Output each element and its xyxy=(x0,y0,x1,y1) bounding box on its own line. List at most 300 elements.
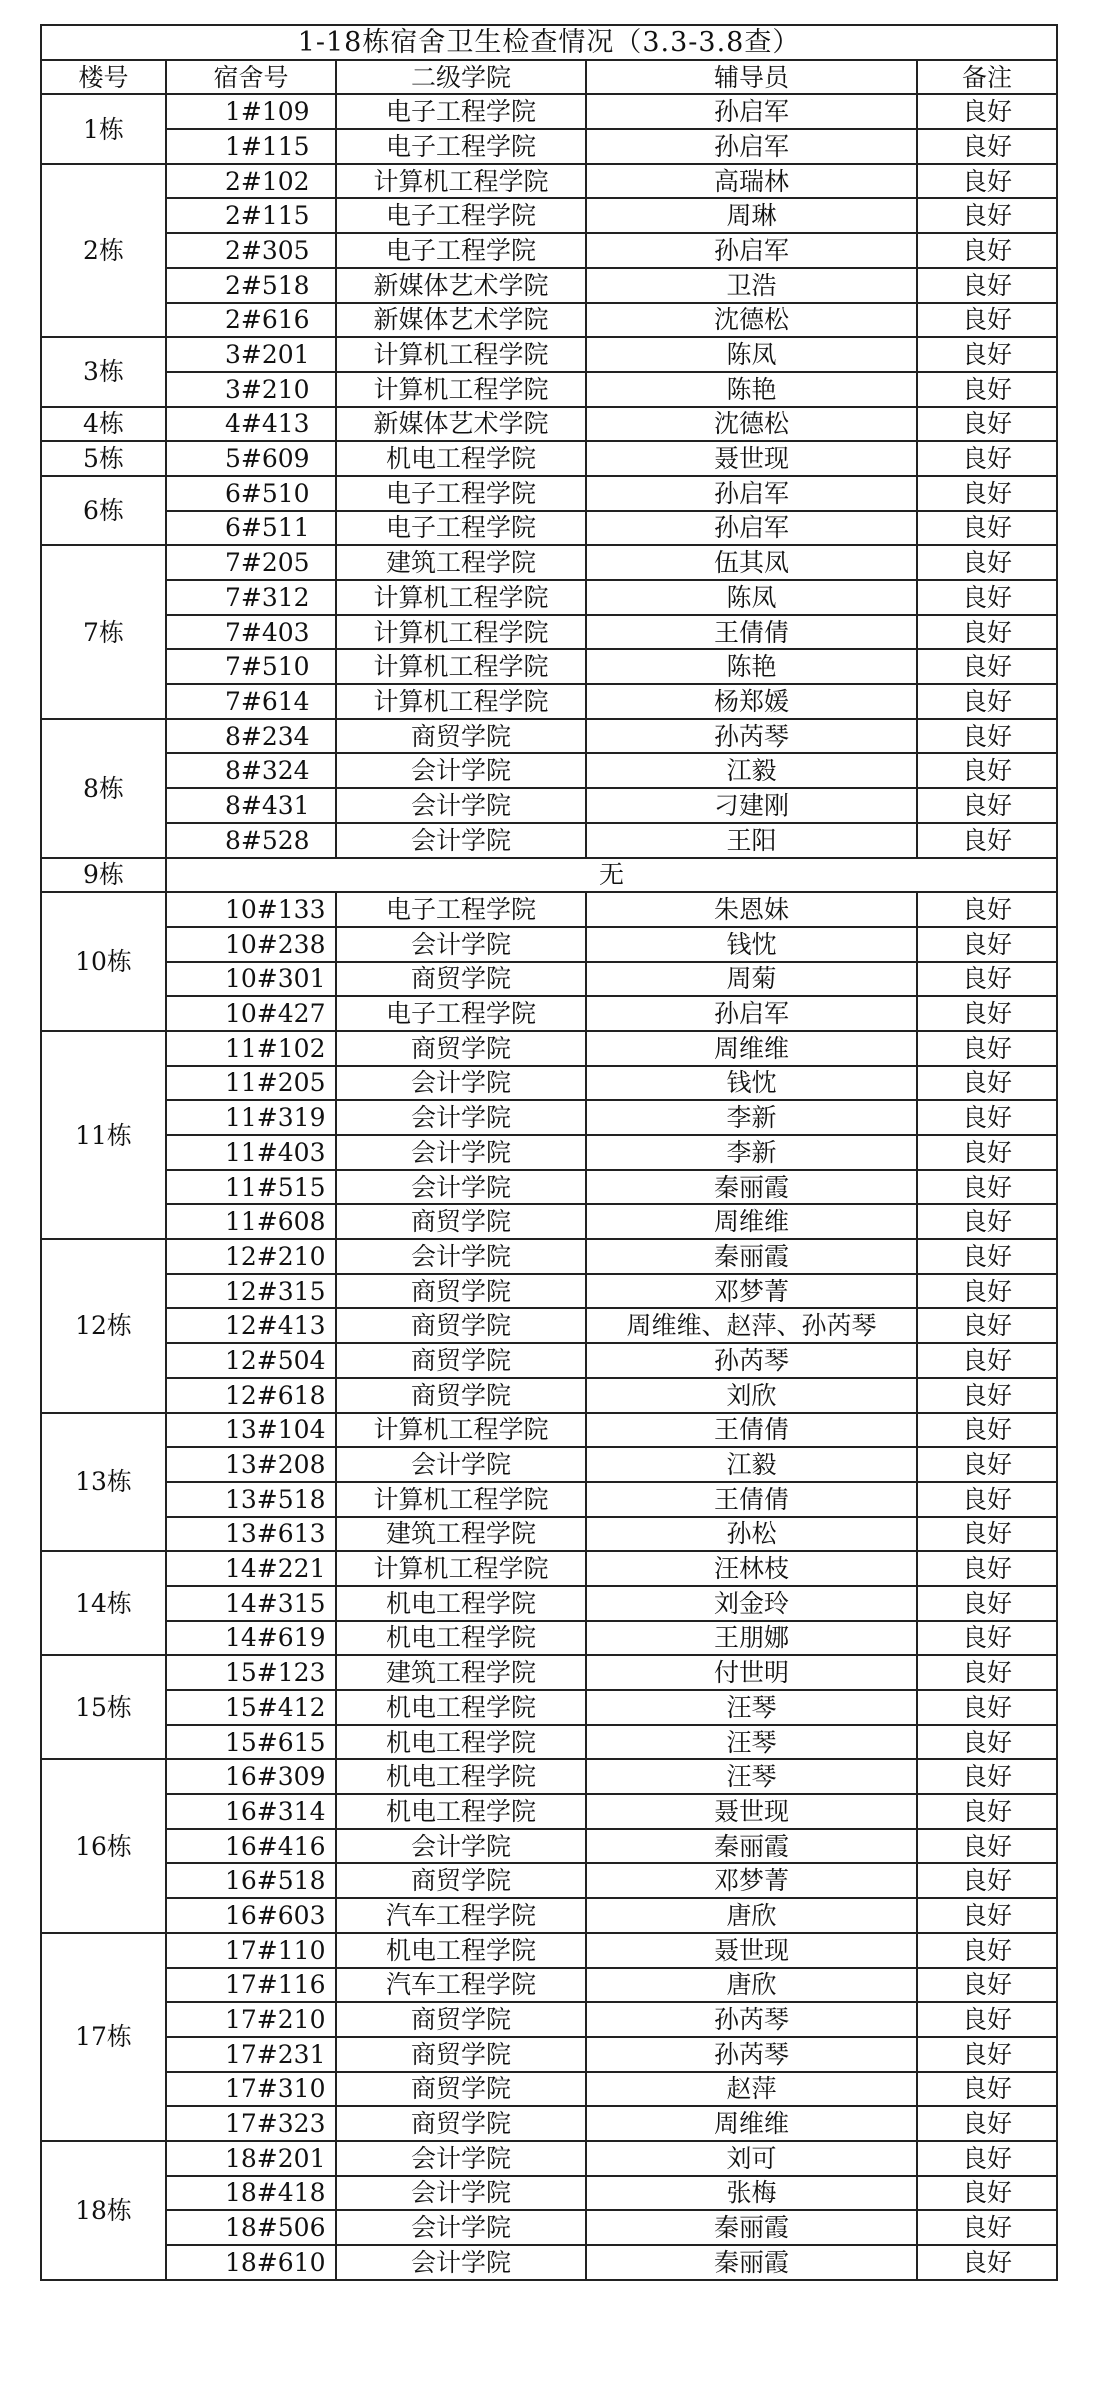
dorm-cell: 10#238 xyxy=(166,927,336,962)
table-row xyxy=(41,1794,1057,1829)
note-cell: 良好 xyxy=(917,996,1057,1031)
building-cell: 14栋 xyxy=(41,1551,166,1655)
note-cell: 良好 xyxy=(917,1170,1057,1205)
table-body xyxy=(41,94,1057,2279)
table-row xyxy=(41,892,1057,927)
table-row xyxy=(41,823,1057,858)
dorm-cell: 15#615 xyxy=(166,1725,336,1760)
note-cell: 良好 xyxy=(917,407,1057,442)
note-cell: 良好 xyxy=(917,476,1057,511)
college-cell: 机电工程学院 xyxy=(336,1621,586,1656)
dorm-cell: 1#115 xyxy=(166,129,336,164)
counselor-cell: 聂世现 xyxy=(586,1933,917,1968)
table-row xyxy=(41,2037,1057,2072)
counselor-cell: 周琳 xyxy=(586,198,917,233)
table-row xyxy=(41,441,1057,476)
counselor-cell: 杨郑媛 xyxy=(586,684,917,719)
counselor-cell: 陈艳 xyxy=(586,649,917,684)
counselor-cell: 周维维 xyxy=(586,1031,917,1066)
counselor-cell: 李新 xyxy=(586,1135,917,1170)
dorm-cell: 6#510 xyxy=(166,476,336,511)
dorm-cell: 14#221 xyxy=(166,1551,336,1586)
table-row xyxy=(41,198,1057,233)
dorm-cell: 18#418 xyxy=(166,2176,336,2211)
college-cell: 会计学院 xyxy=(336,1170,586,1205)
table-row xyxy=(41,2002,1057,2037)
table-row xyxy=(41,1725,1057,1760)
note-cell: 良好 xyxy=(917,1829,1057,1864)
dorm-cell: 3#210 xyxy=(166,372,336,407)
dorm-cell: 11#515 xyxy=(166,1170,336,1205)
table-row xyxy=(41,1343,1057,1378)
counselor-cell: 刘欣 xyxy=(586,1378,917,1413)
college-cell: 商贸学院 xyxy=(336,1378,586,1413)
note-cell: 良好 xyxy=(917,2037,1057,2072)
dorm-cell: 11#608 xyxy=(166,1204,336,1239)
note-cell: 良好 xyxy=(917,823,1057,858)
note-cell: 良好 xyxy=(917,1586,1057,1621)
dorm-cell: 11#319 xyxy=(166,1100,336,1135)
table-row xyxy=(41,1551,1057,1586)
building-cell: 1栋 xyxy=(41,94,166,163)
counselor-cell: 王倩倩 xyxy=(586,1482,917,1517)
counselor-cell: 孙芮琴 xyxy=(586,2037,917,2072)
dorm-cell: 13#208 xyxy=(166,1447,336,1482)
counselor-cell: 汪琴 xyxy=(586,1759,917,1794)
note-cell: 良好 xyxy=(917,1447,1057,1482)
counselor-cell: 付世明 xyxy=(586,1655,917,1690)
building-cell: 8栋 xyxy=(41,719,166,858)
dorm-cell: 16#416 xyxy=(166,1829,336,1864)
counselor-cell: 张梅 xyxy=(586,2176,917,2211)
college-cell: 会计学院 xyxy=(336,753,586,788)
table-row xyxy=(41,1378,1057,1413)
counselor-cell: 高瑞林 xyxy=(586,164,917,199)
college-cell: 会计学院 xyxy=(336,1100,586,1135)
table-row xyxy=(41,719,1057,754)
college-cell: 商贸学院 xyxy=(336,1204,586,1239)
dorm-cell: 10#301 xyxy=(166,962,336,997)
college-cell: 计算机工程学院 xyxy=(336,615,586,650)
dorm-cell: 18#506 xyxy=(166,2210,336,2245)
counselor-cell: 江毅 xyxy=(586,753,917,788)
table-row xyxy=(41,1135,1057,1170)
dorm-cell: 14#619 xyxy=(166,1621,336,1656)
college-cell: 电子工程学院 xyxy=(336,94,586,129)
counselor-cell: 沈德松 xyxy=(586,303,917,338)
dorm-cell: 8#431 xyxy=(166,788,336,823)
dorm-cell: 17#116 xyxy=(166,1968,336,2003)
note-cell: 良好 xyxy=(917,94,1057,129)
counselor-cell: 卫浩 xyxy=(586,268,917,303)
building-cell: 18栋 xyxy=(41,2141,166,2280)
table-row xyxy=(41,1447,1057,1482)
dorm-cell: 8#234 xyxy=(166,719,336,754)
college-cell: 商贸学院 xyxy=(336,1863,586,1898)
building-cell: 13栋 xyxy=(41,1413,166,1552)
note-cell: 良好 xyxy=(917,1621,1057,1656)
table-row xyxy=(41,407,1057,442)
table-row xyxy=(41,337,1057,372)
table-row xyxy=(41,858,1057,893)
counselor-cell: 秦丽霞 xyxy=(586,1239,917,1274)
college-cell: 电子工程学院 xyxy=(336,129,586,164)
college-cell: 商贸学院 xyxy=(336,1274,586,1309)
table-row xyxy=(41,2106,1057,2141)
counselor-cell: 刘金玲 xyxy=(586,1586,917,1621)
college-cell: 商贸学院 xyxy=(336,2002,586,2037)
dorm-cell: 17#310 xyxy=(166,2072,336,2107)
college-cell: 计算机工程学院 xyxy=(336,337,586,372)
college-cell: 汽车工程学院 xyxy=(336,1968,586,2003)
header-building: 楼号 xyxy=(41,60,166,95)
building-cell: 17栋 xyxy=(41,1933,166,2141)
table-row xyxy=(41,927,1057,962)
college-cell: 会计学院 xyxy=(336,1066,586,1101)
building-cell: 2栋 xyxy=(41,164,166,337)
college-cell: 建筑工程学院 xyxy=(336,1655,586,1690)
note-cell: 良好 xyxy=(917,1898,1057,1933)
note-cell: 良好 xyxy=(917,649,1057,684)
note-cell: 良好 xyxy=(917,1517,1057,1552)
inspection-table xyxy=(40,24,1058,2281)
header-note: 备注 xyxy=(917,60,1057,95)
table-row xyxy=(41,1482,1057,1517)
note-cell: 良好 xyxy=(917,2106,1057,2141)
table-row xyxy=(41,1204,1057,1239)
college-cell: 新媒体艺术学院 xyxy=(336,407,586,442)
note-cell: 良好 xyxy=(917,2141,1057,2176)
note-cell: 良好 xyxy=(917,1413,1057,1448)
note-cell: 良好 xyxy=(917,233,1057,268)
dorm-cell: 15#412 xyxy=(166,1690,336,1725)
table-row xyxy=(41,1274,1057,1309)
note-cell: 良好 xyxy=(917,1759,1057,1794)
counselor-cell: 周菊 xyxy=(586,962,917,997)
counselor-cell: 王阳 xyxy=(586,823,917,858)
dorm-cell: 7#510 xyxy=(166,649,336,684)
college-cell: 机电工程学院 xyxy=(336,1690,586,1725)
dorm-cell: 18#201 xyxy=(166,2141,336,2176)
table-row xyxy=(41,2210,1057,2245)
counselor-cell: 孙芮琴 xyxy=(586,2002,917,2037)
dorm-cell: 1#109 xyxy=(166,94,336,129)
table-row xyxy=(41,1413,1057,1448)
dorm-cell: 12#210 xyxy=(166,1239,336,1274)
building-cell: 7栋 xyxy=(41,545,166,718)
college-cell: 电子工程学院 xyxy=(336,476,586,511)
college-cell: 电子工程学院 xyxy=(336,892,586,927)
college-cell: 商贸学院 xyxy=(336,2072,586,2107)
note-cell: 良好 xyxy=(917,511,1057,546)
table-row xyxy=(41,94,1057,129)
college-cell: 商贸学院 xyxy=(336,1031,586,1066)
counselor-cell: 汪林枝 xyxy=(586,1551,917,1586)
counselor-cell: 孙启军 xyxy=(586,476,917,511)
table-row xyxy=(41,1239,1057,1274)
table-title: 1-18栋宿舍卫生检查情况（3.3-3.8查） xyxy=(41,25,1057,60)
note-cell: 良好 xyxy=(917,1378,1057,1413)
counselor-cell: 孙启军 xyxy=(586,511,917,546)
building-cell: 9栋 xyxy=(41,858,166,893)
building-cell: 10栋 xyxy=(41,892,166,1031)
note-cell: 良好 xyxy=(917,2072,1057,2107)
title-row xyxy=(41,25,1057,60)
college-cell: 电子工程学院 xyxy=(336,198,586,233)
table-row xyxy=(41,2245,1057,2280)
note-cell: 良好 xyxy=(917,1066,1057,1101)
note-cell: 良好 xyxy=(917,1863,1057,1898)
dorm-cell: 13#518 xyxy=(166,1482,336,1517)
college-cell: 会计学院 xyxy=(336,2141,586,2176)
counselor-cell: 王朋娜 xyxy=(586,1621,917,1656)
table-row xyxy=(41,1621,1057,1656)
dorm-cell: 17#231 xyxy=(166,2037,336,2072)
table-row xyxy=(41,164,1057,199)
college-cell: 会计学院 xyxy=(336,1135,586,1170)
table-row xyxy=(41,1066,1057,1101)
table-row xyxy=(41,476,1057,511)
note-cell: 良好 xyxy=(917,580,1057,615)
note-cell: 良好 xyxy=(917,1655,1057,1690)
counselor-cell: 陈凤 xyxy=(586,580,917,615)
note-cell: 良好 xyxy=(917,788,1057,823)
table-row xyxy=(41,2141,1057,2176)
header-college: 二级学院 xyxy=(336,60,586,95)
dorm-cell: 8#324 xyxy=(166,753,336,788)
college-cell: 机电工程学院 xyxy=(336,1794,586,1829)
dorm-cell: 14#315 xyxy=(166,1586,336,1621)
college-cell: 商贸学院 xyxy=(336,2106,586,2141)
table-row xyxy=(41,372,1057,407)
note-cell: 良好 xyxy=(917,2245,1057,2280)
college-cell: 计算机工程学院 xyxy=(336,372,586,407)
counselor-cell: 钱忱 xyxy=(586,927,917,962)
note-cell: 良好 xyxy=(917,1308,1057,1343)
dorm-cell: 3#201 xyxy=(166,337,336,372)
dorm-cell: 11#205 xyxy=(166,1066,336,1101)
note-cell: 良好 xyxy=(917,1239,1057,1274)
note-cell: 良好 xyxy=(917,129,1057,164)
counselor-cell: 孙松 xyxy=(586,1517,917,1552)
table-row xyxy=(41,684,1057,719)
table-row xyxy=(41,1100,1057,1135)
college-cell: 计算机工程学院 xyxy=(336,580,586,615)
counselor-cell: 孙芮琴 xyxy=(586,1343,917,1378)
counselor-cell: 江毅 xyxy=(586,1447,917,1482)
dorm-cell: 18#610 xyxy=(166,2245,336,2280)
building-cell: 12栋 xyxy=(41,1239,166,1412)
dorm-cell: 10#427 xyxy=(166,996,336,1031)
counselor-cell: 唐欣 xyxy=(586,1898,917,1933)
counselor-cell: 周维维 xyxy=(586,1204,917,1239)
note-cell: 良好 xyxy=(917,684,1057,719)
counselor-cell: 聂世现 xyxy=(586,1794,917,1829)
dorm-cell: 2#305 xyxy=(166,233,336,268)
note-cell: 良好 xyxy=(917,1031,1057,1066)
note-cell: 良好 xyxy=(917,2176,1057,2211)
college-cell: 计算机工程学院 xyxy=(336,1413,586,1448)
college-cell: 会计学院 xyxy=(336,927,586,962)
counselor-cell: 王倩倩 xyxy=(586,1413,917,1448)
college-cell: 计算机工程学院 xyxy=(336,1551,586,1586)
counselor-cell: 汪琴 xyxy=(586,1690,917,1725)
dorm-cell: 15#123 xyxy=(166,1655,336,1690)
dorm-cell: 12#504 xyxy=(166,1343,336,1378)
counselor-cell: 唐欣 xyxy=(586,1968,917,2003)
counselor-cell: 孙芮琴 xyxy=(586,719,917,754)
note-cell: 良好 xyxy=(917,1204,1057,1239)
dorm-cell: 2#115 xyxy=(166,198,336,233)
note-cell: 良好 xyxy=(917,1343,1057,1378)
counselor-cell: 秦丽霞 xyxy=(586,1829,917,1864)
counselor-cell: 孙启军 xyxy=(586,233,917,268)
college-cell: 商贸学院 xyxy=(336,719,586,754)
counselor-cell: 陈凤 xyxy=(586,337,917,372)
counselor-cell: 赵萍 xyxy=(586,2072,917,2107)
building-cell: 16栋 xyxy=(41,1759,166,1932)
dorm-cell: 16#314 xyxy=(166,1794,336,1829)
dorm-cell: 16#309 xyxy=(166,1759,336,1794)
college-cell: 机电工程学院 xyxy=(336,1725,586,1760)
dorm-cell: 2#102 xyxy=(166,164,336,199)
note-cell: 良好 xyxy=(917,927,1057,962)
table-row xyxy=(41,129,1057,164)
college-cell: 汽车工程学院 xyxy=(336,1898,586,1933)
dorm-cell: 5#609 xyxy=(166,441,336,476)
dorm-cell: 6#511 xyxy=(166,511,336,546)
table-row xyxy=(41,1586,1057,1621)
college-cell: 计算机工程学院 xyxy=(336,164,586,199)
note-cell: 良好 xyxy=(917,962,1057,997)
header-dorm: 宿舍号 xyxy=(166,60,336,95)
table-row xyxy=(41,545,1057,580)
college-cell: 会计学院 xyxy=(336,1447,586,1482)
college-cell: 新媒体艺术学院 xyxy=(336,268,586,303)
header-row xyxy=(41,60,1057,95)
dorm-cell: 7#205 xyxy=(166,545,336,580)
counselor-cell: 刁建刚 xyxy=(586,788,917,823)
dorm-cell: 7#312 xyxy=(166,580,336,615)
counselor-cell: 秦丽霞 xyxy=(586,2245,917,2280)
table-row xyxy=(41,1759,1057,1794)
dorm-cell: 7#403 xyxy=(166,615,336,650)
dorm-cell: 8#528 xyxy=(166,823,336,858)
counselor-cell: 聂世现 xyxy=(586,441,917,476)
note-cell: 良好 xyxy=(917,303,1057,338)
dorm-cell: 2#616 xyxy=(166,303,336,338)
table-row xyxy=(41,1170,1057,1205)
counselor-cell: 王倩倩 xyxy=(586,615,917,650)
college-cell: 机电工程学院 xyxy=(336,1759,586,1794)
counselor-cell: 伍其凤 xyxy=(586,545,917,580)
counselor-cell: 钱忱 xyxy=(586,1066,917,1101)
dorm-cell: 17#323 xyxy=(166,2106,336,2141)
table-row xyxy=(41,1655,1057,1690)
table-row xyxy=(41,1031,1057,1066)
counselor-cell: 邓梦菁 xyxy=(586,1274,917,1309)
counselor-cell: 邓梦菁 xyxy=(586,1863,917,1898)
note-cell: 良好 xyxy=(917,615,1057,650)
college-cell: 会计学院 xyxy=(336,2176,586,2211)
table-row xyxy=(41,2072,1057,2107)
no-dorm-cell: 无 xyxy=(166,858,1057,893)
table-row xyxy=(41,2176,1057,2211)
note-cell: 良好 xyxy=(917,1968,1057,2003)
table-row xyxy=(41,649,1057,684)
college-cell: 会计学院 xyxy=(336,1829,586,1864)
college-cell: 建筑工程学院 xyxy=(336,1517,586,1552)
building-cell: 3栋 xyxy=(41,337,166,406)
dorm-cell: 16#518 xyxy=(166,1863,336,1898)
table-row xyxy=(41,1968,1057,2003)
note-cell: 良好 xyxy=(917,1135,1057,1170)
dorm-cell: 4#413 xyxy=(166,407,336,442)
table-row xyxy=(41,1308,1057,1343)
counselor-cell: 周维维 xyxy=(586,2106,917,2141)
college-cell: 电子工程学院 xyxy=(336,233,586,268)
college-cell: 会计学院 xyxy=(336,1239,586,1274)
dorm-cell: 11#102 xyxy=(166,1031,336,1066)
building-cell: 5栋 xyxy=(41,441,166,476)
table-row xyxy=(41,1933,1057,1968)
note-cell: 良好 xyxy=(917,2210,1057,2245)
counselor-cell: 沈德松 xyxy=(586,407,917,442)
college-cell: 建筑工程学院 xyxy=(336,545,586,580)
college-cell: 会计学院 xyxy=(336,2245,586,2280)
note-cell: 良好 xyxy=(917,1690,1057,1725)
counselor-cell: 汪琴 xyxy=(586,1725,917,1760)
counselor-cell: 周维维、赵萍、孙芮琴 xyxy=(586,1308,917,1343)
college-cell: 新媒体艺术学院 xyxy=(336,303,586,338)
building-cell: 4栋 xyxy=(41,407,166,442)
table-row xyxy=(41,788,1057,823)
building-cell: 15栋 xyxy=(41,1655,166,1759)
counselor-cell: 秦丽霞 xyxy=(586,2210,917,2245)
college-cell: 商贸学院 xyxy=(336,1308,586,1343)
note-cell: 良好 xyxy=(917,2002,1057,2037)
dorm-cell: 12#315 xyxy=(166,1274,336,1309)
counselor-cell: 陈艳 xyxy=(586,372,917,407)
college-cell: 机电工程学院 xyxy=(336,1586,586,1621)
college-cell: 会计学院 xyxy=(336,788,586,823)
dorm-cell: 13#613 xyxy=(166,1517,336,1552)
note-cell: 良好 xyxy=(917,1100,1057,1135)
table-row xyxy=(41,1517,1057,1552)
note-cell: 良好 xyxy=(917,1551,1057,1586)
table-row xyxy=(41,580,1057,615)
dorm-cell: 2#518 xyxy=(166,268,336,303)
building-cell: 6栋 xyxy=(41,476,166,545)
dorm-cell: 11#403 xyxy=(166,1135,336,1170)
table-row xyxy=(41,615,1057,650)
table-row xyxy=(41,996,1057,1031)
dorm-cell: 13#104 xyxy=(166,1413,336,1448)
college-cell: 机电工程学院 xyxy=(336,1933,586,1968)
note-cell: 良好 xyxy=(917,372,1057,407)
table-row xyxy=(41,1898,1057,1933)
table-row xyxy=(41,268,1057,303)
note-cell: 良好 xyxy=(917,198,1057,233)
table-row xyxy=(41,962,1057,997)
note-cell: 良好 xyxy=(917,892,1057,927)
college-cell: 计算机工程学院 xyxy=(336,684,586,719)
counselor-cell: 孙启军 xyxy=(586,129,917,164)
dorm-cell: 12#618 xyxy=(166,1378,336,1413)
college-cell: 商贸学院 xyxy=(336,2037,586,2072)
table-row xyxy=(41,511,1057,546)
college-cell: 商贸学院 xyxy=(336,1343,586,1378)
